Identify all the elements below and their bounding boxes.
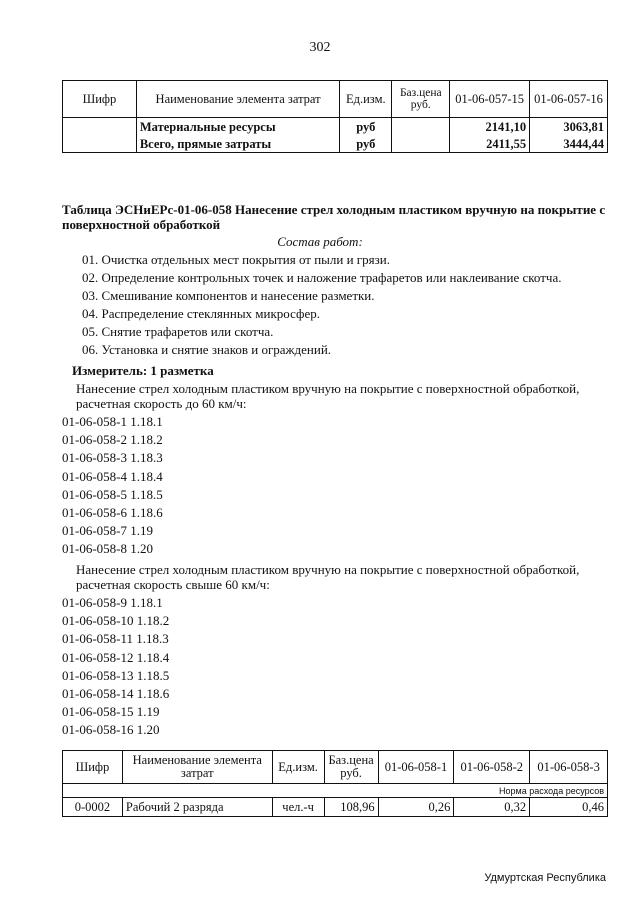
row-price: 108,96 (324, 798, 378, 817)
code-row (62, 505, 163, 520)
row-value-1: 0,26 (378, 798, 454, 817)
row-value-2: 3063,81 (530, 118, 608, 136)
work-item: 05. Снятие трафаретов или скотча. (82, 324, 274, 339)
row-value-1: 2411,55 (450, 135, 530, 153)
header-code: Шифр (63, 81, 137, 118)
footer-region: Удмуртская Республика (484, 872, 606, 884)
header-col3: 01-06-058-3 (530, 751, 608, 784)
code-ref: 1.18.5 (130, 486, 163, 502)
group2-description (76, 562, 616, 592)
code: 01-06-058-1 (62, 414, 127, 429)
code: 01-06-058-5 (62, 486, 127, 502)
header-unit: Ед.изм. (340, 81, 392, 118)
top-resources-table (62, 80, 608, 153)
header-col2: 01-06-058-2 (454, 751, 530, 784)
norm-label: Норма расхода ресурсов (63, 784, 608, 798)
header-base-price: Баз.цена руб. (392, 81, 450, 118)
header-base-price: Баз.цена руб. (324, 751, 378, 784)
work-item: 03. Смешивание компонентов и нанесение разметки. (82, 288, 375, 303)
header-col1: 01-06-057-15 (450, 81, 530, 118)
code: 01-06-058-4 (62, 468, 127, 484)
table-row (63, 135, 608, 153)
code: 01-06-058-9 (62, 595, 127, 610)
row-name: Всего, прямые затраты (136, 135, 339, 153)
work-item: 02. Определение контрольных точек и наложение трафаретов или наклеивание скотча. (82, 270, 562, 285)
work-item: 01. Очистка отдельных мест покрытия от пыли и грязи. (82, 252, 390, 267)
code-row (62, 432, 163, 447)
code: 01-06-058-6 (62, 505, 127, 520)
code: 01-06-058-12 (62, 649, 134, 665)
code-row (62, 487, 163, 502)
row-unit: чел.-ч (272, 798, 324, 817)
code: 01-06-058-10 (62, 613, 134, 629)
group1-description (76, 381, 616, 411)
code-ref: 1.18.2 (130, 432, 163, 448)
header-unit: Ед.изм. (272, 751, 324, 784)
code-ref: 1.18.1 (130, 414, 163, 429)
code-row (62, 704, 160, 719)
code-row (62, 414, 163, 429)
table-row (63, 118, 608, 136)
code: 01-06-058-15 (62, 704, 134, 720)
code: 01-06-058-14 (62, 686, 134, 701)
table-header-row (63, 751, 608, 784)
code-row (62, 722, 160, 737)
code: 01-06-058-2 (62, 432, 127, 448)
code-ref: 1.18.6 (130, 505, 163, 520)
row-value-3: 0,46 (530, 798, 608, 817)
code-ref: 1.19 (130, 523, 153, 539)
code: 01-06-058-13 (62, 667, 134, 683)
header-col2: 01-06-057-16 (530, 81, 608, 118)
code-row (62, 650, 169, 665)
group1-desc-line1: Нанесение стрел холодным пластиком вручную на покрытие с поверхностной обработкой, (76, 381, 580, 396)
row-name: Рабочий 2 разряда (122, 798, 272, 817)
code-ref: 1.19 (136, 704, 160, 720)
row-value-2: 0,32 (454, 798, 530, 817)
row-unit: руб (340, 135, 392, 153)
header-col1: 01-06-058-1 (378, 751, 454, 784)
work-item: 04. Распределение стеклянных микросфер. (82, 306, 320, 321)
code: 01-06-058-8 (62, 541, 127, 557)
page-number: 302 (309, 40, 331, 55)
code-row (62, 686, 169, 701)
code-ref: 1.18.5 (136, 667, 170, 683)
code-ref: 1.18.2 (136, 613, 170, 629)
header-name: Наименование элемента затрат (136, 81, 339, 118)
code-row (62, 450, 163, 465)
table-row (63, 798, 608, 817)
code: 01-06-058-3 (62, 450, 127, 466)
group2-desc-line2: расчетная скорость свыше 60 км/ч: (76, 577, 270, 592)
code-ref: 1.20 (130, 541, 153, 557)
work-heading: Состав работ: (277, 234, 363, 249)
code-row (62, 595, 163, 610)
code-ref: 1.20 (136, 722, 160, 738)
header-code: Шифр (63, 751, 123, 784)
resource-norm-table (62, 750, 608, 817)
code-row (62, 541, 153, 556)
code-ref: 1.18.3 (136, 631, 169, 647)
code-ref: 1.18.6 (136, 686, 170, 701)
code-row (62, 613, 169, 628)
group1-desc-line2: расчетная скорость до 60 км/ч: (76, 396, 247, 411)
code-ref: 1.18.4 (130, 468, 163, 484)
code: 01-06-058-11 (62, 631, 134, 647)
code-ref: 1.18.1 (130, 595, 163, 610)
norm-row (63, 784, 608, 798)
row-name: Материальные ресурсы (136, 118, 339, 136)
row-value-1: 2141,10 (450, 118, 530, 136)
code-row (62, 469, 163, 484)
code-ref: 1.18.4 (136, 649, 170, 665)
group2-desc-line1: Нанесение стрел холодным пластиком вручную на покрытие с поверхностной обработкой, (76, 562, 580, 577)
code-row (62, 523, 153, 538)
work-item: 06. Установка и снятие знаков и ограждений. (82, 342, 332, 357)
code: 01-06-058-7 (62, 523, 127, 539)
code-row (62, 631, 169, 646)
code-row (62, 668, 169, 683)
code: 01-06-058-16 (62, 722, 134, 738)
row-unit: руб (340, 118, 392, 136)
table-header-row (63, 81, 608, 118)
code-ref: 1.18.3 (130, 450, 163, 466)
header-name: Наименование элемента затрат (122, 751, 272, 784)
row-code: 0-0002 (63, 798, 123, 817)
row-value-2: 3444,44 (530, 135, 608, 153)
table-title: Таблица ЭСНиЕРс-01-06-058 Нанесение стрел холодным пластиком вручную на покрытие с поверхностной обработкой (62, 202, 606, 232)
measurer: Измеритель: 1 разметка (72, 363, 214, 378)
